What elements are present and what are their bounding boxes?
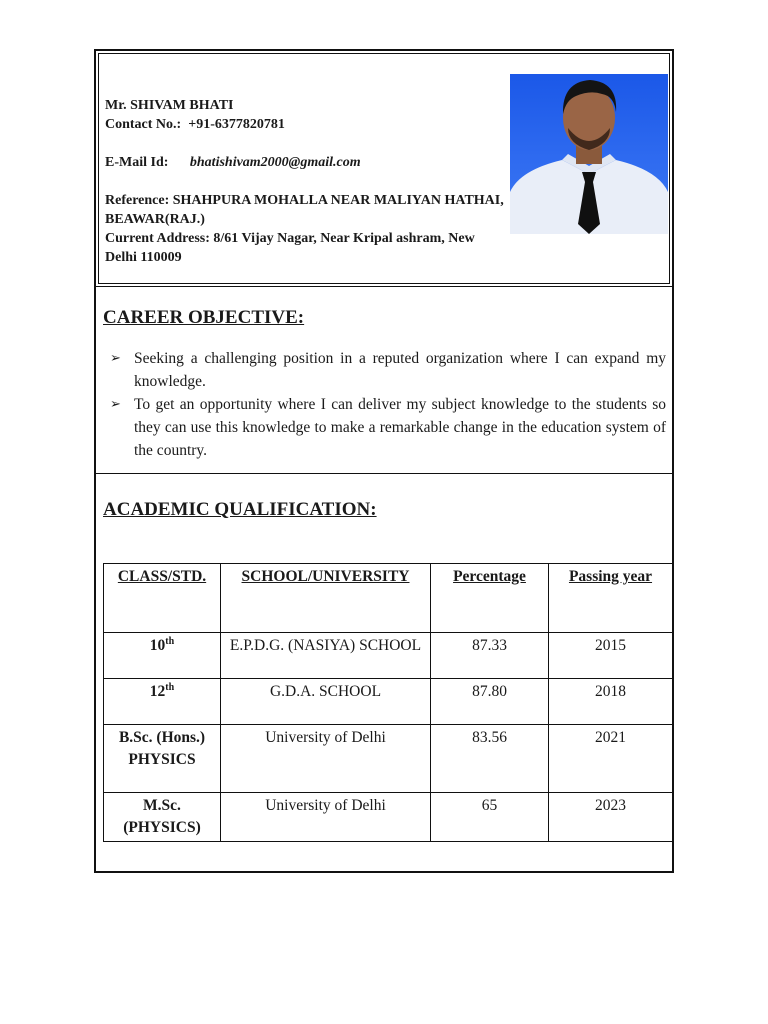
class-cell: 10th: [104, 633, 221, 679]
contact-line: [105, 115, 505, 134]
school-cell: G.D.A. SCHOOL: [221, 679, 431, 725]
career-objective-heading: CAREER OBJECTIVE:: [103, 307, 305, 328]
column-header-year: Passing year: [549, 564, 673, 633]
school-cell: E.P.D.G. (NASIYA) SCHOOL: [221, 633, 431, 679]
current-address: Current Address: 8/61 Vijay Nagar, Near Kripal ashram, New Delhi 110009: [105, 231, 475, 265]
year-cell: 2021: [549, 725, 673, 793]
email-label: E-Mail Id:: [105, 155, 169, 170]
list-item: [110, 347, 666, 393]
table-row: [104, 679, 673, 725]
contact-label: Contact No.:: [105, 117, 182, 132]
percentage-cell: 83.56: [431, 725, 549, 793]
table-row: [104, 725, 673, 793]
contact-header: [98, 53, 670, 284]
list-item: [110, 393, 666, 462]
contact-number: +91-6377820781: [188, 117, 285, 132]
career-objective-list: [110, 347, 666, 462]
table-row: [104, 633, 673, 679]
objective-text: Seeking a challenging position in a reputed organization where I can expand my knowledge.: [134, 350, 666, 390]
career-objective-section: [96, 286, 672, 474]
table-row: [104, 793, 673, 842]
arrow-bullet-icon: ➢: [110, 397, 121, 412]
academic-table: [103, 563, 673, 842]
academic-heading: ACADEMIC QUALIFICATION:: [103, 499, 377, 520]
year-cell: 2023: [549, 793, 673, 842]
class-cell: 12th: [104, 679, 221, 725]
percentage-cell: 87.33: [431, 633, 549, 679]
profile-photo: [510, 74, 668, 234]
year-cell: 2015: [549, 633, 673, 679]
school-cell: University of Delhi: [221, 793, 431, 842]
class-cell: M.Sc. (PHYSICS): [104, 793, 221, 842]
percentage-cell: 65: [431, 793, 549, 842]
email-value: bhatishivam2000@gmail.com: [189, 155, 361, 170]
contact-details: [105, 96, 505, 267]
column-header-school: SCHOOL/UNIVERSITY: [221, 564, 431, 633]
candidate-name: Mr. SHIVAM BHATI: [105, 98, 234, 113]
portrait-illustration: [510, 74, 668, 234]
objective-text: To get an opportunity where I can deliver my subject knowledge to the students so they can use this knowledge to make a remarkable change in the education system of the country.: [134, 396, 666, 459]
resume-frame: [94, 49, 674, 873]
email-line: [105, 153, 505, 172]
arrow-bullet-icon: ➢: [110, 351, 121, 366]
table-header-row: [104, 564, 673, 633]
year-cell: 2018: [549, 679, 673, 725]
school-cell: University of Delhi: [221, 725, 431, 793]
column-header-percentage: Percentage: [431, 564, 549, 633]
reference-address: Reference: SHAHPURA MOHALLA NEAR MALIYAN HATHAI, BEAWAR(RAJ.): [105, 193, 504, 227]
percentage-cell: 87.80: [431, 679, 549, 725]
class-cell: B.Sc. (Hons.) PHYSICS: [104, 725, 221, 793]
column-header-class: CLASS/STD.: [104, 564, 221, 633]
